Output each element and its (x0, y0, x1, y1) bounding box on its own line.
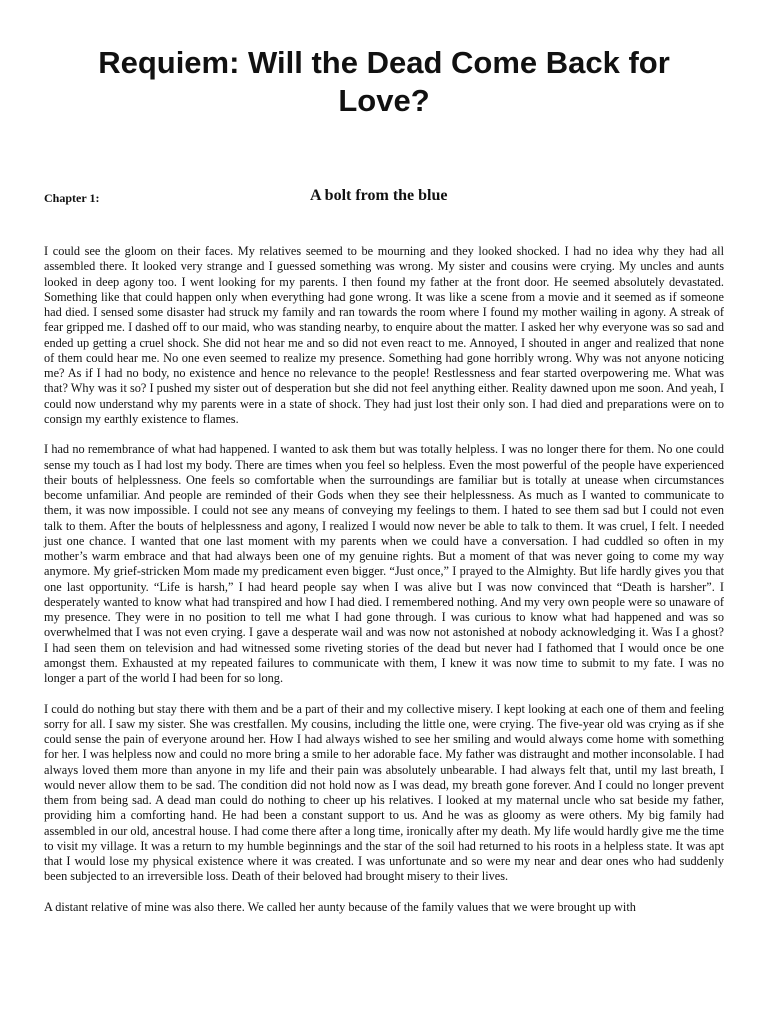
body-text (44, 244, 724, 930)
chapter-title: A bolt from the blue (310, 187, 448, 204)
paragraph: I could see the gloom on their faces. My relatives seemed to be mourning and they looked shocked. I had no idea why they had all assembled there. It looked very strange and I guessed something was wrong. My sister and cousins were crying. My uncles and aunts looked in deep agony too. I went looking for my parents. I then found my father at the front door. He seemed absolutely devastated. Something like that could happen only when everything had gone wrong. It was like a scene from a movie and it seemed as if someone had died. I sensed some disaster had struck my family and ran towards the room where I found my mother wailing in agony. A streak of fear gripped me. I dashed off to our maid, who was standing nearby, to enquire about the matter. I asked her why everyone was so sad and ended up getting a cruel shock. She did not hear me and so did not even react to me. Annoyed, I shouted in anger and realized that none of them could hear me. No one even seemed to realize my presence. Something had gone horribly wrong. Why was not anyone noticing me? As if I had no body, no existence and hence no relevance to the people! Restlessness and fear started overpowering me. What was that? Why was it so? I pushed my sister out of desperation but she did not feel anything either. Reality dawned upon me soon. And yeah, I could now understand why my parents were in a state of shock. They had just lost their only son. I had died and preparations were on to consign my earthly existence to flames. (44, 244, 724, 426)
chapter-label: Chapter 1: (44, 191, 100, 205)
document-title: Requiem: Will the Dead Come Back for Love? (98, 45, 670, 118)
chapter-heading (44, 186, 724, 210)
paragraph: I could do nothing but stay there with them and be a part of their and my collective misery. I kept looking at each one of them and feeling sorry for all. I saw my sister. She was crestfallen. My cousins, including the little one, were crying. The five-year old was crying as if she could sense the pain of everyone around her. How I had always wished to see her smiling and would always come home with something for her. I was helpless now and could no more bring a smile to her adorable face. My father was distraught and mother inconsolable. I had always loved them more than anyone in my life and their pain was absolutely unbearable. I had always felt that, until my last breath, I would never allow them to be sad. The condition did not hold now as I was dead, my breath gone forever. And I could no longer prevent them from being sad. A dead man could do nothing to cheer up his relatives. I looked at my maternal uncle who sat beside my father, providing him a comforting hand. He had been a constant support to us. And he was as gloomy as were others. My big family had assembled in our old, ancestral house. I had come there after a long time, ironically after my death. My life would hardly give me the time to visit my village. It was a return to my humble beginnings and the star of the soil had returned to his roots in a helpless state. It was apt that I would lose my physical existence where it was created. I was unfortunate and so were my near and dear ones who had suddenly been subjected to an irreversible loss. Death of their beloved had brought misery to their lives. (44, 701, 724, 884)
paragraph: I had no remembrance of what had happened. I wanted to ask them but was totally helpless. I was no longer there for them. No one could sense my touch as I had lost my body. There are times when you feel so helpless. Even the most powerful of the people have experienced their bouts of helplessness. One feels so comfortable when the surroundings are familiar but is totally at unease when circumstances become unfamiliar. And people are reminded of their Gods when they see their helplessness. As much as I wanted to communicate to them, it was now impossible. I could not see any means of conveying my feelings to them. I hated to see them sad but I could not even talk to them. After the bouts of helplessness and agony, I realized I would now never be able to talk to them. It was cruel, I felt. I needed just one chance. I wanted that one last moment with my parents when we could have a conversation. I had cuddled so often in my mother’s warm embrace and that had always been one of my genuine rights. But a moment of that was never going to come my way anymore. My grief-stricken Mom made my predicament even bigger. “Just once,” I prayed to the Almighty. But life hardly gives you that one last opportunity. “Life is harsh,” I had heard people say when I was alive but I was now convinced that “Death is harsher”. I desperately wanted to know what had transpired and how I had died. I remembered nothing. And my very own people were so unaware of my presence. They were in no position to tell me what I had gone through. I was curious to know what had happened and was so overwhelmed that I was not even crying. I gave a desperate wail and was now not astonished at nobody acknowledging it. Was I a ghost? I had seen them on television and had witnessed some riveting stories of the dead but never had I fathomed that I would once be one amongst them. Exhausted at my repeated failures to communicate with them, I knew it was now time to submit to my fate. I was no longer a part of the world I had been for so long. (44, 442, 724, 685)
paragraph: A distant relative of mine was also there. We called her aunty because of the family values that we were brought up with (44, 899, 636, 914)
